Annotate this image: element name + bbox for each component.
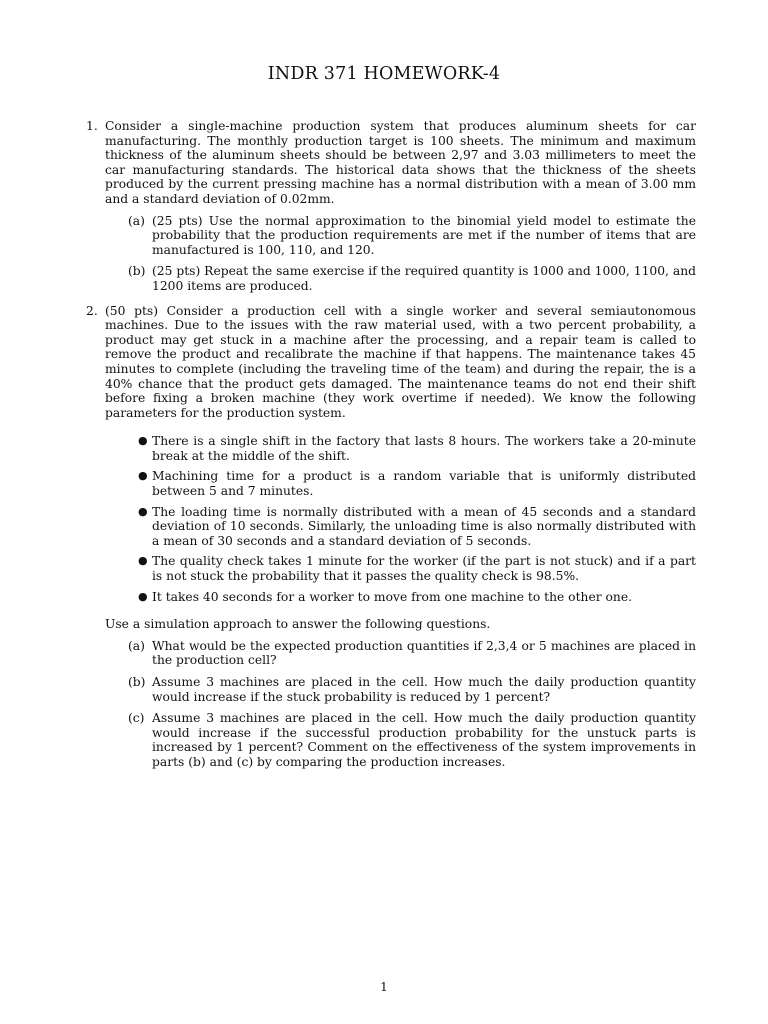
problem-text: (50 pts) Consider a production cell with a single worker and several semiautonomous machines. Due to the issues with the raw material used, with a two percent probability, a product may get stuck in a machine after the processing, and a repair team is called to remove the product and recalibrate the machine if that happens. The maintenance takes 45 minutes to complete (including the traveling time of the team) and during the repair, the is a 40% chance that the product gets damaged. The maintenance teams do not end their shift before fixing a broken machine (they work overtime if needed). We know the following parameters for the production system. [105,303,696,420]
page-title: INDR 371 HOMEWORK-4 [267,64,501,84]
part-label: (a) [128,638,145,653]
problem-number: 2. [86,303,98,318]
problem-1-part-b [105,264,696,293]
list-item-text: Machining time for a product is a random variable that is uniformly distributed between 5 and 7 minutes. [152,469,696,499]
bullet-icon: ● [138,504,148,518]
list-item [105,590,696,605]
list-item-text: It takes 40 seconds for a worker to move from one machine to the other one. [152,589,633,604]
parameter-list [105,434,696,604]
bullet-icon: ● [138,589,148,603]
problem-2-part-a [105,639,696,668]
list-item [105,434,696,463]
part-text: What would be the expected production quantities if 2,3,4 or 5 machines are placed in the production cell? [152,638,696,668]
problem-2-part-c [105,711,696,769]
problem-text: Consider a single-machine production system that produces aluminum sheets for car manufacturing. The monthly production target is 100 sheets. The minimum and maximum thickness of the aluminum sheets should be between 2,97 and 3.03 millimeters to meet the car manufacturing standards. The historical data shows that the thickness of the sheets produced by the current pressing machine has a normal distribution with a mean of 3.00 mm and a standard deviation of 0.02mm. [105,119,696,206]
list-item [105,505,696,549]
part-label: (b) [128,675,146,689]
list-item [105,469,696,498]
list-item [105,554,696,583]
part-text: Assume 3 machines are placed in the cell. How much the daily production quantity would increase if the stuck probability is reduced by 1 percent? [152,675,696,704]
list-item-text: The quality check takes 1 minute for the worker (if the part is not stuck) and if a part is not stuck the probability that it passes the quality check is 98.5%. [152,554,696,584]
simulation-intro: Use a simulation approach to answer the following questions. [105,617,491,632]
page-number: 1 [380,980,388,994]
bullet-icon: ● [138,469,148,483]
bullet-icon: ● [138,554,148,568]
part-label: (b) [128,264,146,279]
document-body [86,119,696,780]
problem-number: 1. [86,119,98,133]
problem-1-part-a [105,214,696,258]
problem-2 [86,304,696,770]
list-item-text: There is a single shift in the factory that lasts 8 hours. The workers take a 20-minute break at the middle of the shift. [152,434,696,463]
part-label: (c) [128,711,145,726]
part-text: Assume 3 machines are placed in the cell. How much the daily production quantity would increase if the successful production probability for the unstuck parts is increased by 1 percent? Comment on the effectiveness of the system improvements in parts (b) and (c) by comparing the production increases. [152,711,696,769]
bullet-icon: ● [138,434,148,448]
part-text: (25 pts) Use the normal approximation to the binomial yield model to estimate the probability that the production requirements are met if the number of items that are manufactured is 100, 110, and 120. [152,213,696,257]
part-label: (a) [128,213,145,228]
part-text: (25 pts) Repeat the same exercise if the required quantity is 1000 and 1000, 1100, and 1200 items are produced. [152,264,696,293]
problem-2-part-b [105,675,696,704]
list-item-text: The loading time is normally distributed with a mean of 45 seconds and a standard deviation of 10 seconds. Similarly, the unloading time is also normally distributed with a mean of 30 seconds and a standard deviation of 5 seconds. [152,504,696,548]
problem-1 [86,119,696,294]
